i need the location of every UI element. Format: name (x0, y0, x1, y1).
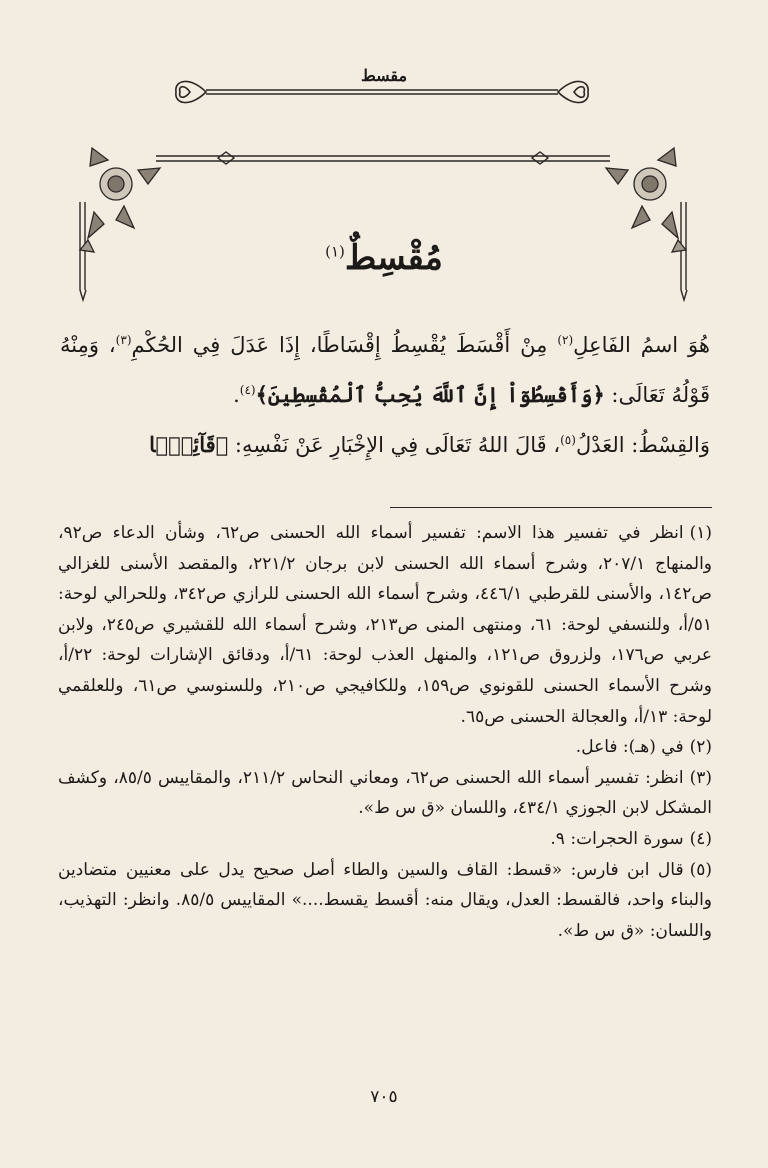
floral-corner-frame (68, 140, 698, 318)
footnote-text: انظر في تفسير هذا الاسم: تفسير أسماء الله الحسنى ص٦٢، وشأن الدعاء ص٩٢، والمنهاج ٢٠٧/١، وشرح أسماء الله الحسنى لابن برجان ٢٢١/٢، والمقصد الأسنى للغزالي ص١٤٢، والأسنى للقرطبي ٤٤٦/١، وشرح أسماء الله الحسنى للرازي ص٣٤٢، وللحرالي لوحة: ٥١/أ، وللنسفي لوحة: ٦١، ومنتهى المنى ص٢١٣، وشرح أسماء الله للقشيري ص٢٤٥، ولابن عربي ص١٧٦، ولزروق ص١٢١، والمنهل العذب لوحة: ٦١/أ، ودقائق الإشارات لوحة: ٢٢/أ، وشرح الأسماء الحسنى للقونوي ص١٥٩، وللكافيجي ص٢١٠، وللسنوسي ص٦١، وللعلقمي لوحة: ١٣/أ، والعجالة الحسنى ص٦٥. (58, 523, 713, 727)
footnote (58, 763, 712, 824)
footnote-number: (٣) (689, 767, 712, 788)
text-run: ، قَالَ اللهُ تَعَالَى فِي الإِخْبَارِ عَنْ نَفْسِهِ: (228, 433, 561, 457)
footnote-number: (٥) (689, 859, 712, 880)
paragraph (60, 318, 710, 418)
footnote-separator (390, 507, 712, 508)
footnote-ref: (٣) (115, 333, 132, 347)
entry-title (0, 238, 768, 278)
footnote-ref: (٢) (557, 333, 574, 347)
quran-verse: ﴿وَأَقْسِطُوٓاْ إِنَّ ٱللَّهَ يُحِبُّ ٱلْمُقْسِطِينَ﴾ (255, 382, 605, 407)
text-run: وَالقِسْطُ: العَدْلُ (575, 433, 710, 457)
footnote-text: في (هـ): فاعل. (575, 737, 684, 758)
running-head: مقسط (360, 66, 408, 85)
footnote-number: (٤) (689, 828, 712, 849)
footnote (58, 855, 712, 947)
footnote (58, 824, 712, 855)
entry-title-text: مُقْسِطٌ (344, 238, 443, 278)
footnotes (58, 518, 712, 946)
text-run: مِنْ أَقْسَطَ يُقْسِطُ إِقْسَاطًا، إِذَا عَدَلَ فِي الحُكْمِ (131, 333, 558, 357)
text-run: هُوَ اسمُ الفَاعِلِ (573, 333, 710, 357)
footnote-number: (١) (689, 523, 713, 543)
quran-verse: ﴿قَآئِمَۢا (149, 432, 229, 457)
footnote (58, 732, 712, 763)
paragraph (60, 418, 710, 468)
footnote-ref: (١) (325, 242, 345, 261)
text-run: . (233, 383, 240, 407)
page-number: ٧٠٥ (370, 1087, 398, 1107)
footnote-number: (٢) (689, 737, 712, 758)
floral-corner-left (80, 148, 160, 252)
footnote-ref: (٤) (239, 383, 256, 397)
text-run: ، وَمِنْهُ قَوْلُهُ تَعَالَى: (60, 333, 710, 407)
footnote-ref: (٥) (560, 433, 576, 447)
footnote (58, 518, 712, 732)
floral-corner-right (606, 148, 686, 252)
footnote-text: سورة الحجرات: ٩. (550, 828, 684, 849)
arabesque-header-ornament (170, 70, 594, 110)
footnote-text: انظر: تفسير أسماء الله الحسنى ص٦٢، ومعاني النحاس ٢١١/٢، والمقاييس ٨٥/٥، وكشف المشكل لابن الجوزي ٤٣٤/١، واللسان «ق س ط». (58, 767, 712, 819)
footnote-text: قال ابن فارس: «قسط: القاف والسين والطاء أصل صحيح يدل على معنيين متضادين والبناء واحد، فالقسط: العدل، ويقال منه: أقسط يقسط....» المقاييس ٨٥/٥. وانظر: التهذيب، واللسان: «ق س ط». (58, 859, 712, 941)
main-text (60, 318, 710, 468)
